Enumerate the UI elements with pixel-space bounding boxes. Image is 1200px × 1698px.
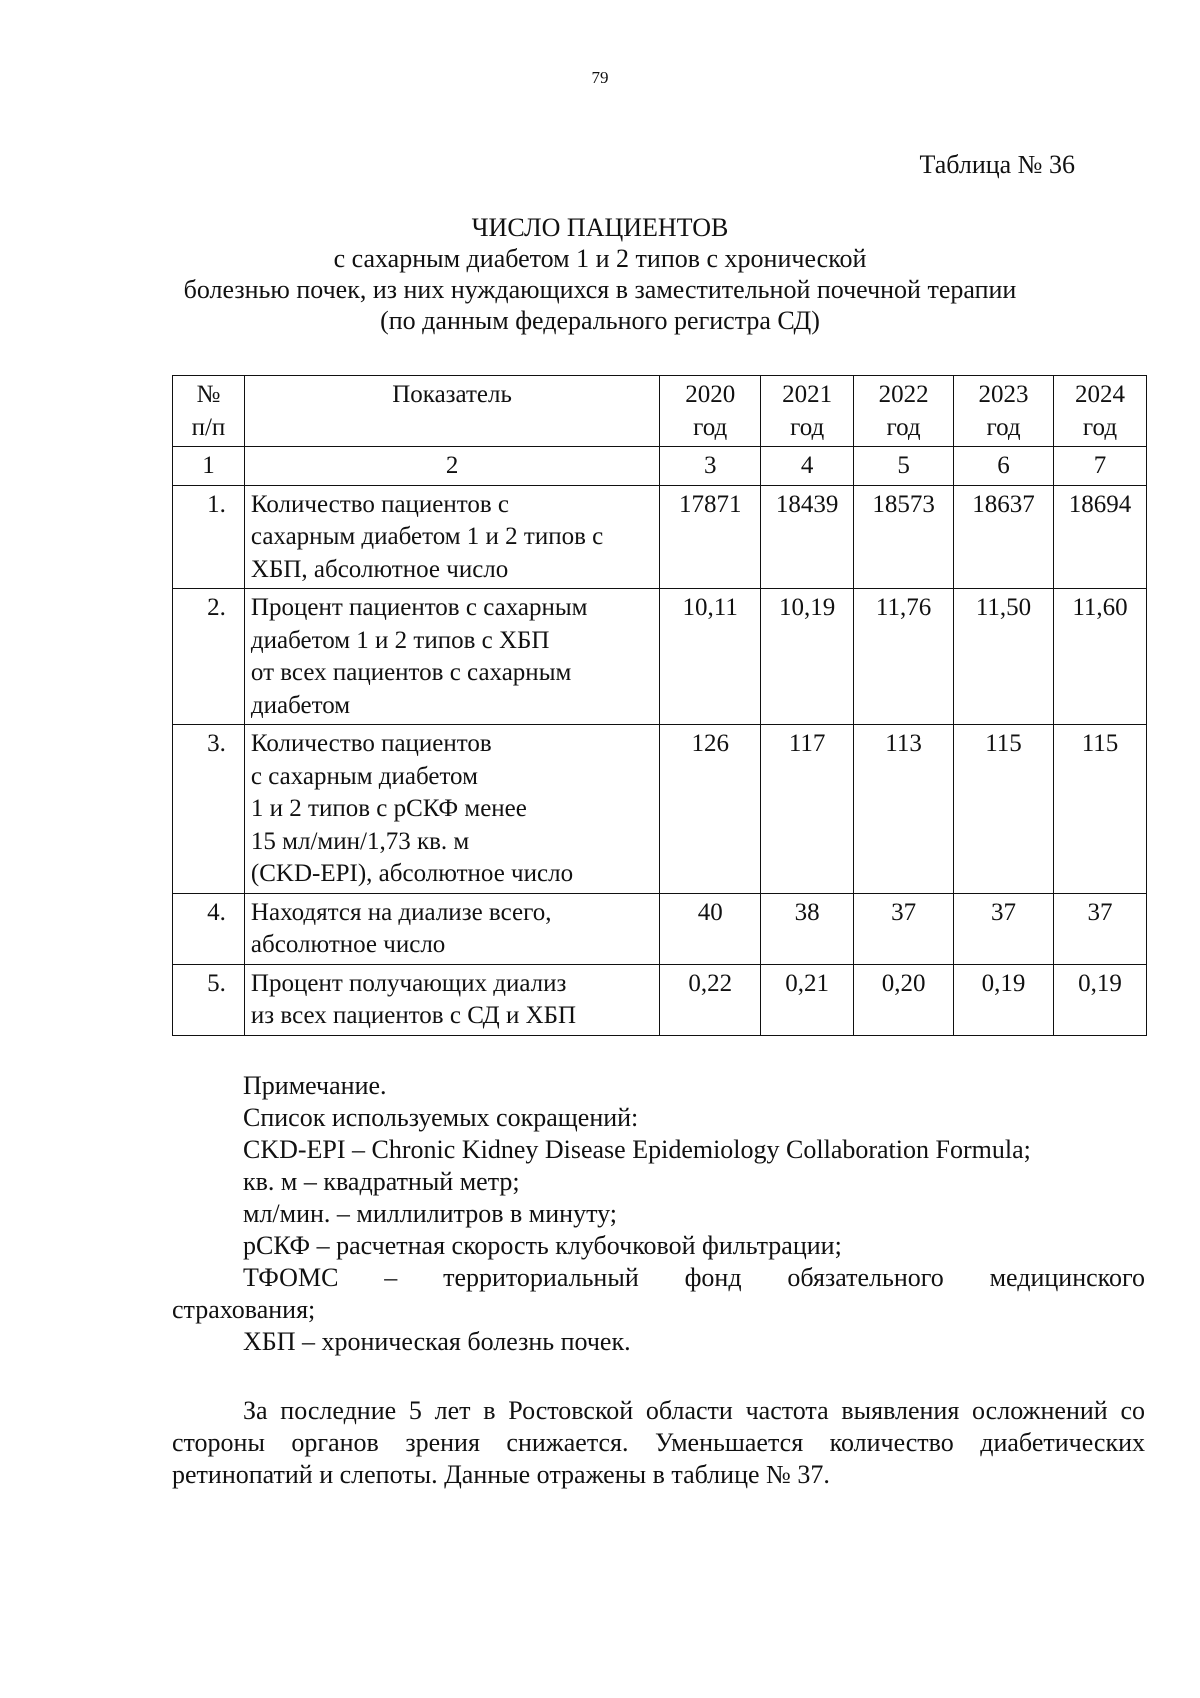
row-number: 3. [173,725,245,894]
table-label: Таблица № 36 [919,150,1075,179]
value-2023: 18637 [954,485,1054,589]
table-row [173,964,1147,1035]
value-2021: 10,19 [761,589,854,725]
header-row [173,376,1147,447]
indicator-line: ХБП, абсолютное число [250,555,509,583]
header-year-2023 [954,376,1054,447]
value-2020: 40 [660,893,761,964]
indicator-line: от всех пациентов с сахарным [250,659,572,686]
column-number: 7 [1054,447,1147,486]
value-2021: 18439 [761,485,854,589]
header-num-line2: п/п [191,413,226,441]
header-year: 2023 [978,381,1029,408]
value-2020: 0,22 [660,964,761,1035]
header-year: 2020 [685,381,736,408]
header-year-unit: год [986,413,1021,441]
indicator-line: Находятся на диализе всего, [250,898,552,926]
table-row [173,725,1147,894]
header-year-unit: год [790,413,825,441]
row-number: 2. [173,589,245,725]
value-2022: 11,76 [854,589,954,725]
header-year: 2021 [782,381,833,408]
value-2024: 18694 [1054,485,1147,589]
indicator-line: из всех пациентов с СД и ХБП [250,1002,577,1029]
value-2022: 37 [854,893,954,964]
value-2020: 10,11 [660,589,761,725]
data-table [172,375,1147,1036]
table-row [173,589,1147,725]
body-paragraph [172,1395,1145,1491]
table-row [173,893,1147,964]
column-number-row [173,447,1147,486]
indicator-line: 1 и 2 типов с рСКФ менее [250,795,527,822]
header-year-2024 [1054,376,1147,447]
abbreviation-item: CKD-EPI – Chronic Kidney Disease Epidemiology Collaboration Formula; [243,1135,1031,1164]
value-2020: 17871 [660,485,761,589]
value-2024: 0,19 [1054,964,1147,1035]
indicator-line: Процент пациентов с сахарным [250,594,588,621]
abbreviation-item: ХБП – хроническая болезнь почек. [243,1327,631,1356]
abbreviation-item-tfoms-continuation: страхования; [172,1295,316,1324]
abbreviation-item: рСКФ – расчетная скорость клубочковой фильтрации; [243,1231,842,1260]
value-2021: 0,21 [761,964,854,1035]
paragraph-text: За последние 5 лет в Ростовской области частота выявления осложнений со стороны органов зрения снижается. Уменьшается количество диабетических ретинопатий и слепоты. Данные отражены в таблице № 37. [172,1396,1145,1489]
indicator-line: сахарным диабетом 1 и 2 типов с [250,523,604,550]
indicator-line: с сахарным диабетом [250,762,478,790]
indicator-line: Количество пациентов с [250,490,510,518]
header-indicator: Показатель [244,376,659,447]
page-number: 79 [591,68,609,87]
table-title [0,212,1200,336]
value-2021: 117 [761,725,854,894]
abbreviation-item: мл/мин. – миллилитров в минуту; [243,1199,617,1228]
row-indicator [244,725,659,894]
column-number: 1 [173,447,245,486]
value-2024: 11,60 [1054,589,1147,725]
header-year-2022 [854,376,954,447]
header-num-line1: № [196,381,221,408]
indicator-line: 15 мл/мин/1,73 кв. м [250,827,470,855]
row-indicator [244,964,659,1035]
column-number: 5 [854,447,954,486]
column-number: 6 [954,447,1054,486]
indicator-line: Количество пациентов [250,730,492,757]
header-num [173,376,245,447]
column-number: 2 [244,447,659,486]
indicator-line: (CKD-EPI), абсолютное число [250,860,574,887]
value-2022: 18573 [854,485,954,589]
notes-section [172,1070,1145,1358]
row-number: 5. [173,964,245,1035]
abbreviation-item-tfoms: ТФОМС – территориальный фонд обязательного медицинского [243,1263,1145,1292]
header-year-unit: год [1082,413,1118,441]
value-2022: 113 [854,725,954,894]
header-year-unit: год [886,413,921,441]
header-year: 2022 [878,381,929,408]
title-line-3: болезнью почек, из них нуждающихся в заместительной почечной терапии [183,275,1017,304]
abbreviations-heading: Список используемых сокращений: [243,1103,639,1132]
title-line-2: с сахарным диабетом 1 и 2 типов с хронической [333,244,867,273]
notes-heading: Примечание. [243,1071,387,1100]
header-year-unit: год [693,413,728,441]
row-indicator [244,589,659,725]
table-row [173,485,1147,589]
header-year-2020 [660,376,761,447]
row-indicator [244,485,659,589]
row-number: 1. [173,485,245,589]
header-year-2021 [761,376,854,447]
header-year: 2024 [1075,381,1125,408]
column-number: 3 [660,447,761,486]
abbreviation-item: кв. м – квадратный метр; [243,1167,520,1196]
value-2023: 115 [954,725,1054,894]
row-indicator [244,893,659,964]
indicator-line: диабетом 1 и 2 типов с ХБП [250,626,550,654]
value-2023: 11,50 [954,589,1054,725]
value-2022: 0,20 [854,964,954,1035]
indicator-line: абсолютное число [250,931,446,958]
column-number: 4 [761,447,854,486]
indicator-line: Процент получающих диализ [250,969,567,997]
value-2024: 115 [1054,725,1147,894]
value-2024: 37 [1054,893,1147,964]
value-2023: 37 [954,893,1054,964]
indicator-line: диабетом [250,691,351,719]
value-2021: 38 [761,893,854,964]
row-number: 4. [173,893,245,964]
title-line-1: ЧИСЛО ПАЦИЕНТОВ [471,213,729,242]
value-2020: 126 [660,725,761,894]
value-2023: 0,19 [954,964,1054,1035]
title-line-4: (по данным федерального регистра СД) [380,306,820,335]
